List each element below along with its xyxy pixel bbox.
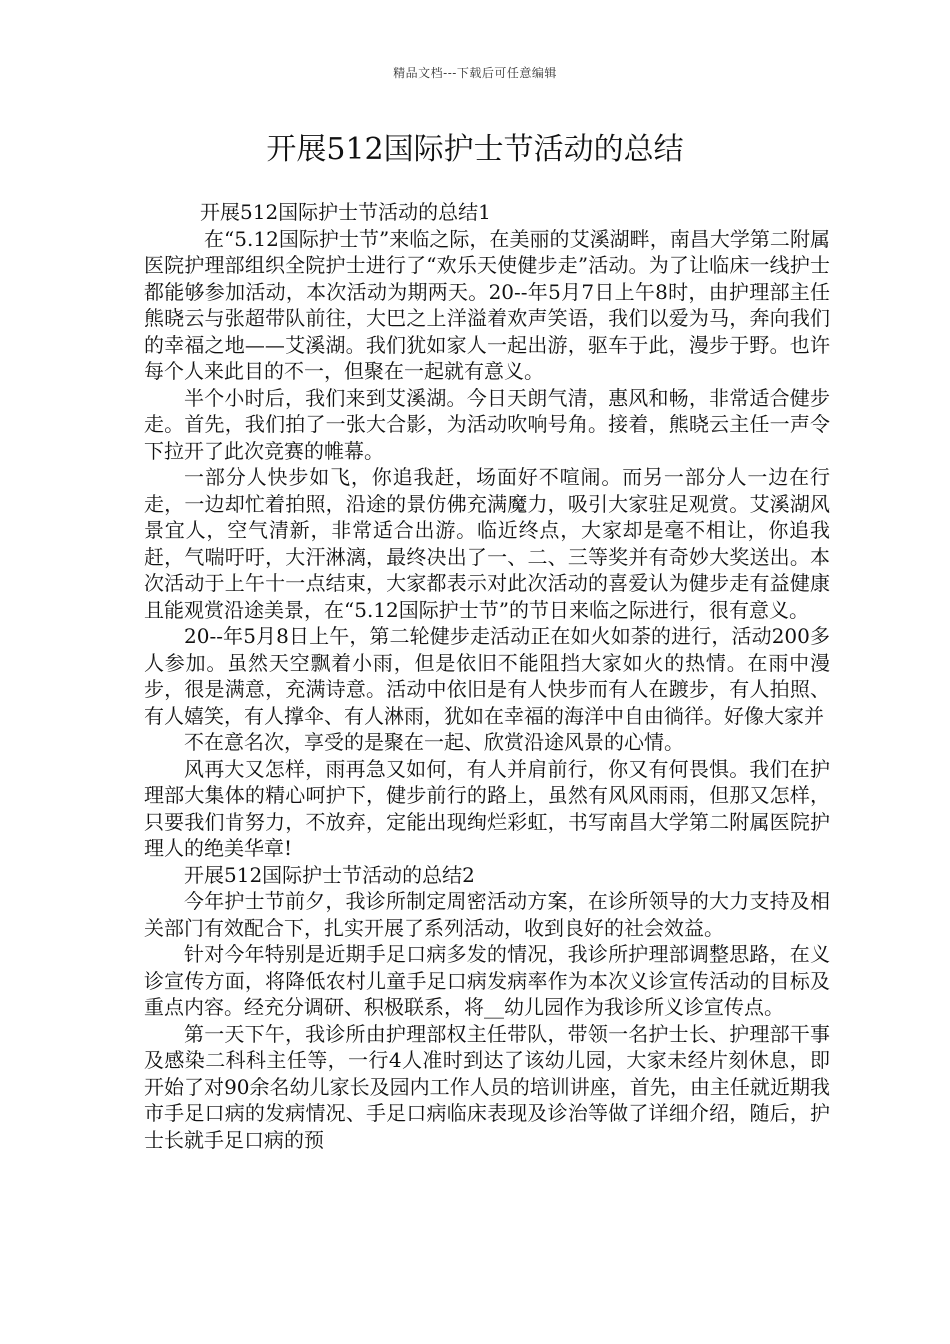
paragraph: 不在意名次，享受的是聚在一起、欣赏沿途风景的心情。 bbox=[184, 730, 684, 754]
paragraph: 针对今年特别是近期手足口病多发的情况，我诊所护理部调整思路，在义诊宣传方面，将降低农村儿童手足口病发病率作为本次义诊宣传活动的目标及重点内容。经充分调研、积极联系，将__幼儿园作为我诊所义诊宣传点。 bbox=[144, 942, 830, 1019]
paragraph: 半个小时后，我们来到艾溪湖。今日天朗气清，惠风和畅，非常适合健步走。首先，我们拍了一张大合影，为活动吹响号角。接着，熊晓云主任一声令下拉开了此次竞赛的帷幕。 bbox=[144, 385, 830, 463]
document-body bbox=[144, 199, 830, 1153]
document-title: 开展512国际护士节活动的总结 bbox=[266, 132, 684, 167]
paragraph: 第一天下午，我诊所由护理部权主任带队，带领一名护士长、护理部干事及感染二科科主任等，一行4人准时到达了该幼儿园，大家未经片刻休息，即开始了对90余名幼儿家长及园内工作人员的培训讲座，首先，由主任就近期我市手足口病的发病情况、手足口病临床表现及诊治等做了详细介绍，随后，护士长就手足口病的预 bbox=[144, 1021, 830, 1152]
paragraph: 在“5.12国际护士节”来临之际，在美丽的艾溪湖畔，南昌大学第二附属医院护理部组织全院护士进行了“欢乐天使健步走”活动。为了让临床一线护士都能够参加活动，本次活动为期两天。20--年5月7日上午8时，由护理部主任熊晓云与张超带队前往，大巴之上洋溢着欢声笑语，我们以爱为马，奔向我们的幸福之地——艾溪湖。我们犹如家人一起出游，驱车于此，漫步于野。也许每个人来此目的不一，但聚在一起就有意义。 bbox=[144, 226, 830, 383]
paragraph: 今年护士节前夕，我诊所制定周密活动方案，在诊所领导的大力支持及相关部门有效配合下，扎实开展了系列活动，收到良好的社会效益。 bbox=[144, 889, 830, 940]
paragraph: 20--年5月8日上午，第二轮健步走活动正在如火如荼的进行，活动200多人参加。虽然天空飘着小雨，但是依旧不能阻挡大家如火的热情。在雨中漫步，很是满意，充满诗意。活动中依旧是有人快步而有人在踱步，有人拍照、有人嬉笑，有人撑伞、有人淋雨，犹如在幸福的海洋中自由徜徉。好像大家并 bbox=[144, 624, 830, 728]
section-heading-2: 开展512国际护士节活动的总结2 bbox=[184, 862, 475, 887]
section-heading-1: 开展512国际护士节活动的总结1 bbox=[200, 200, 491, 224]
paragraph: 风再大又怎样，雨再急又如何，有人并肩前行，你又有何畏惧。我们在护理部大集体的精心呵护下，健步前行的路上，虽然有风风雨雨，但那又怎样，只要我们肯努力，不放弃，定能出现绚烂彩虹，书写南昌大学第二附属医院护理人的绝美华章! bbox=[144, 756, 830, 860]
page-header: 精品文档---下载后可任意编辑 bbox=[393, 66, 557, 80]
paragraph: 一部分人快步如飞，你追我赶，场面好不喧闹。而另一部分人一边在行走，一边却忙着拍照，沿途的景仿佛充满魔力，吸引大家驻足观赏。艾溪湖风景宜人，空气清新，非常适合出游。临近终点，大家却是毫不相让，你追我赶，气喘吁吁，大汗淋漓，最终决出了一、二、三等奖并有奇妙大奖送出。本次活动于上午十一点结束，大家都表示对此次活动的喜爱认为健步走有益健康且能观赏沿途美景，在“5.12国际护士节”的节日来临之际进行，很有意义。 bbox=[144, 465, 830, 622]
